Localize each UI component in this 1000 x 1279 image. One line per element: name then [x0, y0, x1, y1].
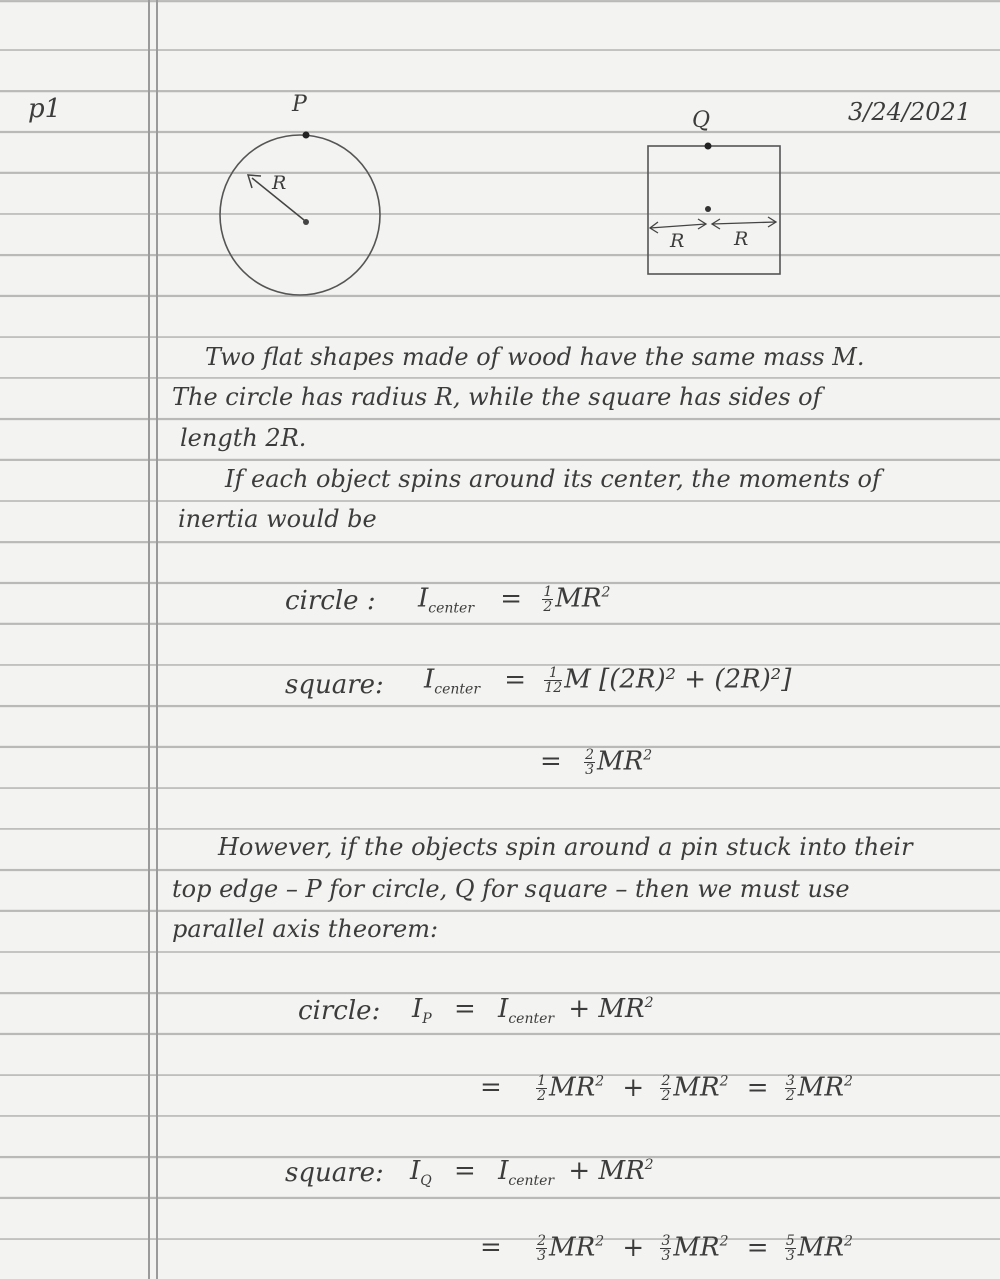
circle-shape	[220, 135, 380, 295]
intro-line-2: The circle has radius R, while the square has sides of	[172, 383, 822, 411]
right-r-arrow	[712, 222, 776, 224]
parallel-line-3: parallel axis theorem:	[172, 915, 439, 943]
left-r-arrow	[650, 224, 706, 228]
square-pin-equation: $I_Q = I_{center} + MR^2$	[410, 1156, 654, 1189]
parallel-line-2: top edge – P for circle, Q for square – then we must use	[172, 875, 850, 903]
pin-p-dot	[303, 132, 310, 139]
circle-pin-result: = $\frac{1}{2}$ $MR^2$ + $\frac{2}{2}$ $MR^2$ = $\frac{3}{2}$ $MR^2$	[480, 1072, 853, 1104]
square-center-equation: $I_{center}$ = $\frac{1}{12}$ M [(2R)² + (2R)²]	[424, 664, 792, 698]
square-left-r-label: R	[670, 230, 685, 252]
label-q: Q	[692, 108, 711, 133]
square-shape	[648, 146, 780, 274]
date: 3/24/2021	[848, 98, 972, 126]
intro-line-4: If each object spins around its center, the moments of	[225, 465, 881, 493]
intro-line-1: Two flat shapes made of wood have the same mass M.	[205, 343, 865, 371]
square-pin-label: square:	[285, 1158, 384, 1188]
circle-radius-label: R	[272, 172, 287, 194]
square-center-label: square:	[285, 670, 384, 700]
circle-pin-label: circle:	[298, 996, 381, 1026]
page-number: p1	[28, 94, 62, 124]
intro-line-3: length 2R.	[180, 424, 307, 452]
square-center-dot	[705, 206, 711, 212]
circle-pin-equation: $I_P = I_{center} + MR^2$	[412, 994, 654, 1027]
parallel-line-1: However, if the objects spin around a pin stuck into their	[218, 833, 913, 861]
radius-arrowhead	[248, 175, 261, 188]
pin-q-dot	[705, 143, 712, 150]
square-center-result: = $\frac{2}{3}$ $MR^2$	[540, 746, 653, 778]
square-right-r-label: R	[734, 228, 749, 250]
intro-line-5: inertia would be	[178, 505, 377, 533]
circle-center-equation: $I_{center}$ = $\frac{1}{2}$ $MR^2$	[418, 583, 611, 617]
label-p: P	[292, 92, 307, 117]
circle-center-label: circle :	[285, 586, 376, 616]
square-pin-result: = $\frac{2}{3}$ $MR^2$ + $\frac{3}{3}$ $MR^2$ = $\frac{5}{3}$ $MR^2$	[480, 1232, 853, 1264]
shapes-diagram	[0, 0, 1000, 300]
